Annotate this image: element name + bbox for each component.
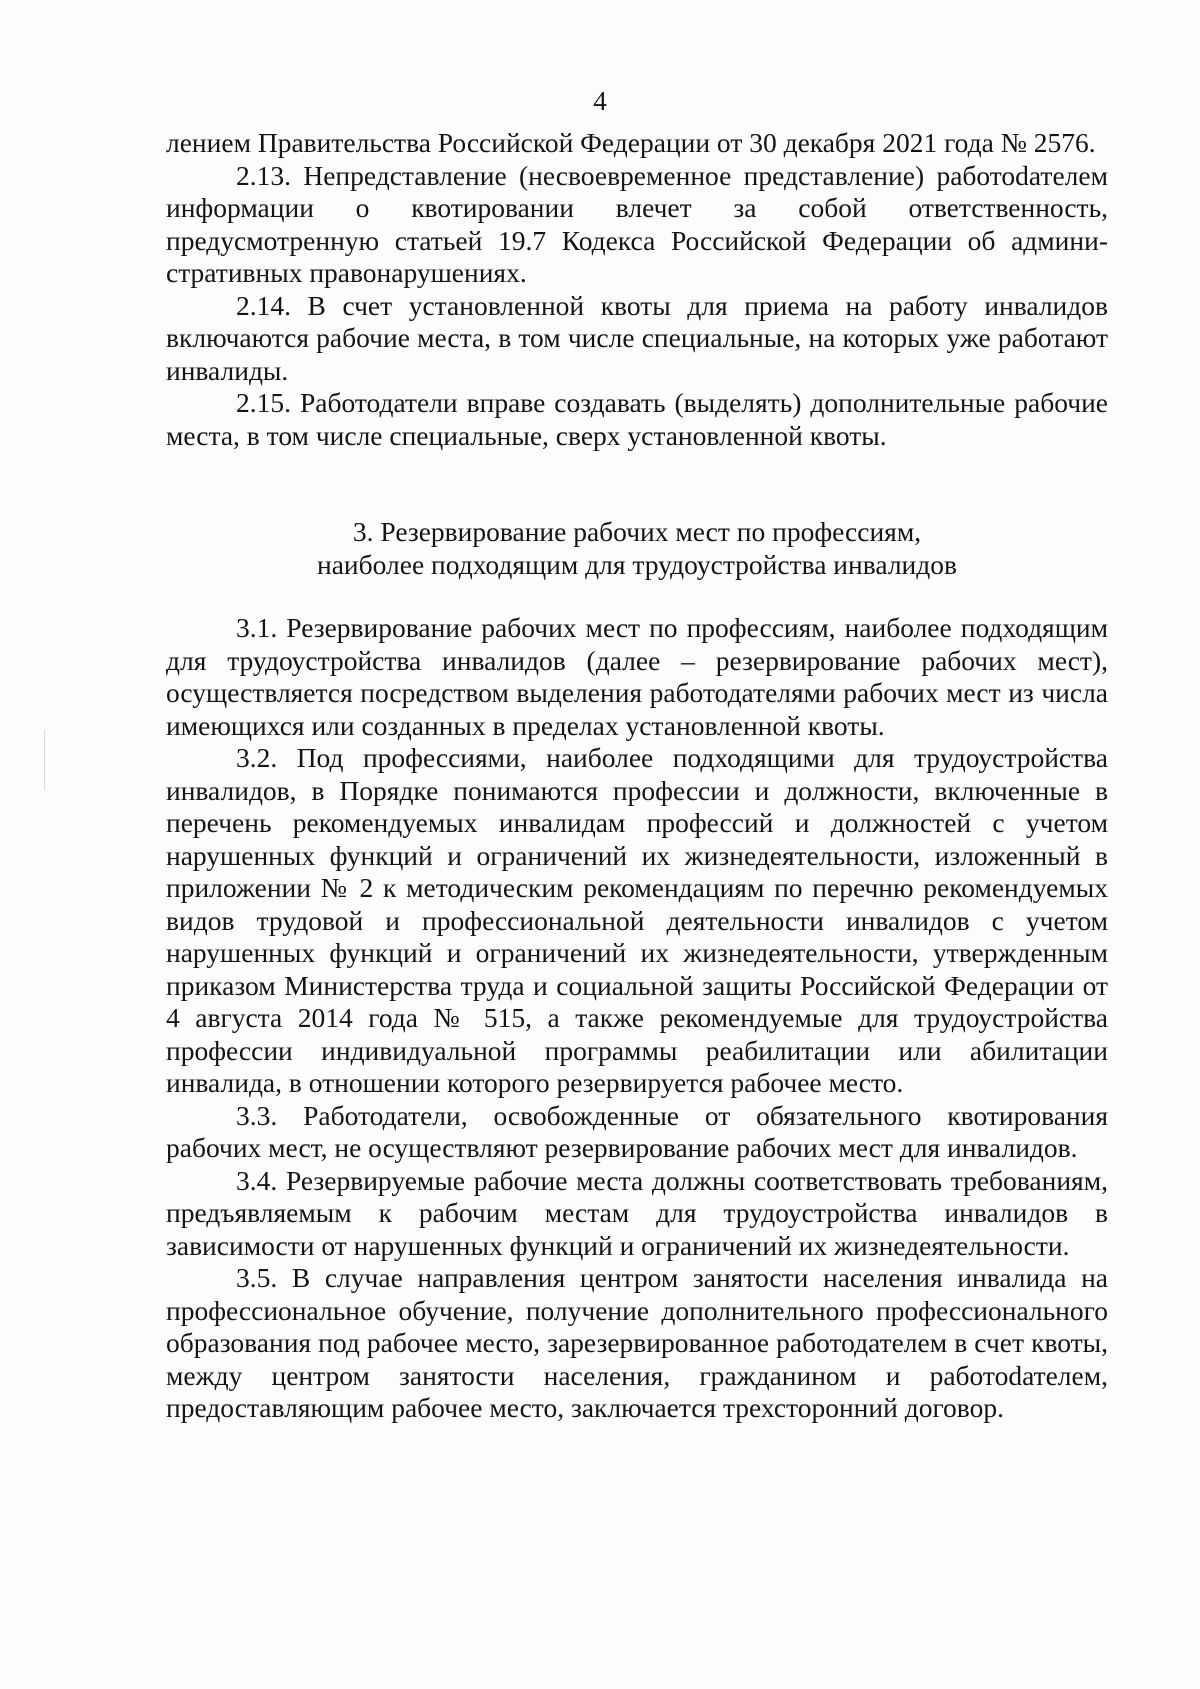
paragraph-3-2: 3.2. Под профессиями, наиболее подходящими для трудоустройства инвалидов, в Порядке понимаются профессии и должности, включенные в перечень рекомендуемых инвалидам профессий и должностей с учетом нарушенных функций и ограничений их жизнедеятельности, изложенный в приложении № 2 к методическим рекомендациям по перечню рекомендуемых видов трудовой и профессиональной деятельности инвалидов с учетом нарушенных функций и ограничений их жизнедеятельности, утвержденным приказом Министерства труда и социальной защиты Российской Федерации от 4 августа 2014 года № 515, а также рекомендуемые для трудоустройства профессии индивидуальной программы реабилитации или абилитации инвалида, в отношении которого резервируется рабочее место. bbox=[166, 742, 1108, 1098]
paragraph-continuation: лением Правительства Российской Федерации от 30 декабря 2021 года № 2576. bbox=[166, 127, 1096, 158]
paragraph-3-1: 3.1. Резервирование рабочих мест по профессиям, наиболее подходящим для трудоустройства инвалидов (далее – резервирование рабочих мест), осуществляется посредством выделения работодателями рабочих мест из числа имеющихся или созданных в пределах установленной квоты. bbox=[166, 612, 1108, 741]
paragraph-2-14: 2.14. В счет установленной квоты для приема на работу инвалидов включаются рабочие места, в том числе специальные, на которых уже работают инвалиды. bbox=[166, 289, 1108, 386]
section-heading-line-1: 3. Резервирование рабочих мест по профессиям, bbox=[352, 516, 922, 547]
scan-margin-mark bbox=[44, 730, 45, 790]
section-heading bbox=[166, 516, 1108, 581]
text-block-section-2 bbox=[166, 127, 1108, 452]
paragraph-3-4: 3.4. Резервируемые рабочие места должны соответствовать требованиям, предъявляемым к рабочим местам для трудоустройства инвалидов в зависимости от нарушенных функций и ограничений их жизнедеятельности. bbox=[166, 1164, 1108, 1261]
paragraph-3-3: 3.3. Работодатели, освобожденные от обязательного квотирования рабочих мест, не осуществляют резервирование рабочих мест для инвалидов. bbox=[166, 1099, 1108, 1163]
page-number: 4 bbox=[593, 86, 607, 116]
section-heading-line-2: наиболее подходящим для трудоустройства инвалидов bbox=[317, 548, 957, 580]
paragraph-3-5: 3.5. В случае направления центром занятости населения инвалида на профессиональное обучение, получение дополнительного профессионального образования под рабочее место, зарезервированное работодателем в счет квоты, между центром занятости населения, гражданином и работоdателем, предоставляющим рабочее место, заключается трехсторонний договор. bbox=[166, 1262, 1108, 1423]
paragraph-2-15: 2.15. Работодатели вправе создавать (выделять) дополнительные рабочие места, в том числе специальные, сверх установленной квоты. bbox=[166, 387, 1108, 451]
text-block-section-3 bbox=[166, 612, 1108, 1425]
paragraph-2-13: 2.13. Непредставление (несвоевременное представление) работоdателем информации о квотировании влечет за собой ответственность, предусмотренную статьей 19.7 Кодекса Российской Федерации об административных правонарушениях. bbox=[166, 159, 1108, 288]
